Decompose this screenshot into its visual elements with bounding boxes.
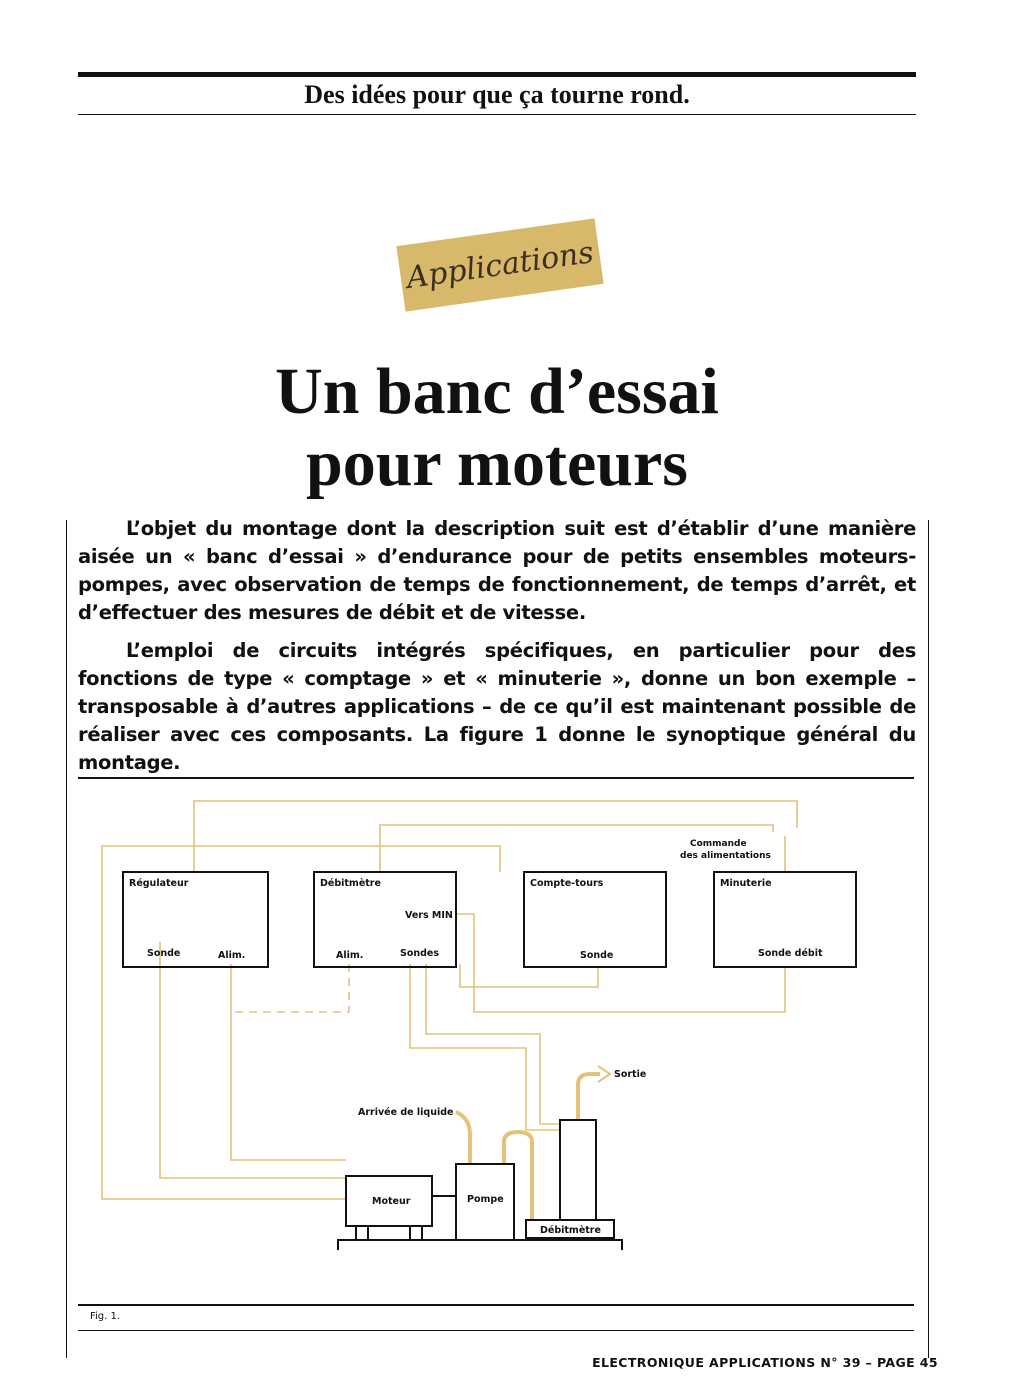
compte-tours-port-sonde: Sonde: [580, 950, 614, 961]
commande-label-2: des alimentations: [680, 851, 771, 861]
wire-sondes-2: [410, 964, 560, 1130]
pompe-label: Pompe: [467, 1194, 504, 1205]
wire-left-long: [102, 846, 500, 1199]
intro-paragraph-1: L’objet du montage dont la description suit est d’établir d’une manière aisée un « banc d’essai » d’endurance pour de petits ensembles moteurs-pompes, avec observation de temps de fonctionnement, de temps d’arrêt, et d’effectuer des mesures de débit et de vitesse.: [78, 517, 916, 624]
wire-sondes-1: [426, 964, 560, 1124]
debitmetre-title: Débitmètre: [320, 878, 381, 889]
regulateur-port-alim: Alim.: [218, 950, 246, 961]
article-title-line-1: Un banc d’essai: [275, 355, 719, 428]
compte-tours-title: Compte-tours: [530, 878, 604, 889]
moteur-foot-1: [356, 1226, 368, 1240]
debitmetre-column: [560, 1120, 596, 1222]
debitmetre-port-alim: Alim.: [336, 950, 364, 961]
wire-reg-sonde: [160, 942, 346, 1178]
header-tagline: Des idées pour que ça tourne rond.: [304, 80, 690, 109]
wire-vers-min: [456, 914, 785, 1012]
figure-rule-bottom-2: [78, 1330, 914, 1331]
regulateur-port-sonde: Sonde: [147, 948, 181, 959]
wire-top-loop: [194, 801, 797, 872]
intro-paragraph-2: L’emploi de circuits intégrés spécifiques, en particulier pour des fonctions de type « comptage » et « minuterie », donne un bon exemple – transposable à d’autres applications – de ce qu’il est maintenant possible de réaliser avec ces composants. La figure 1 donne le synoptique général du montage.: [78, 639, 916, 774]
page-footer: ELECTRONIQUE APPLICATIONS N° 39 – PAGE 45: [592, 1355, 938, 1370]
debitmetre-phys-label: Débitmètre: [540, 1225, 601, 1236]
figure-caption: Fig. 1.: [90, 1311, 121, 1322]
minuterie-port-sonde-debit: Sonde débit: [758, 948, 823, 959]
moteur-label: Moteur: [372, 1196, 411, 1207]
sortie-label: Sortie: [614, 1069, 647, 1080]
figure-rule-bottom-1: [78, 1304, 914, 1306]
pipe-sortie: [578, 1074, 600, 1120]
commande-label-1: Commande: [690, 839, 747, 849]
arrivee-label: Arrivée de liquide: [358, 1107, 454, 1118]
badge-label: Applications: [404, 234, 596, 296]
debitmetre-port-sondes: Sondes: [400, 948, 440, 959]
pipe-arrivee: [456, 1112, 470, 1166]
moteur-foot-2: [410, 1226, 422, 1240]
wires: [102, 801, 797, 1222]
bench-base: [338, 1240, 622, 1250]
regulateur-title: Régulateur: [129, 878, 189, 889]
minuterie-title: Minuterie: [720, 878, 772, 889]
wire-debit-alim-dashed: [231, 964, 349, 1012]
debitmetre-port-vers-min: Vers MIN: [405, 910, 453, 921]
wire-reg-alim: [231, 964, 346, 1160]
article-title-line-2: pour moteurs: [306, 427, 688, 500]
